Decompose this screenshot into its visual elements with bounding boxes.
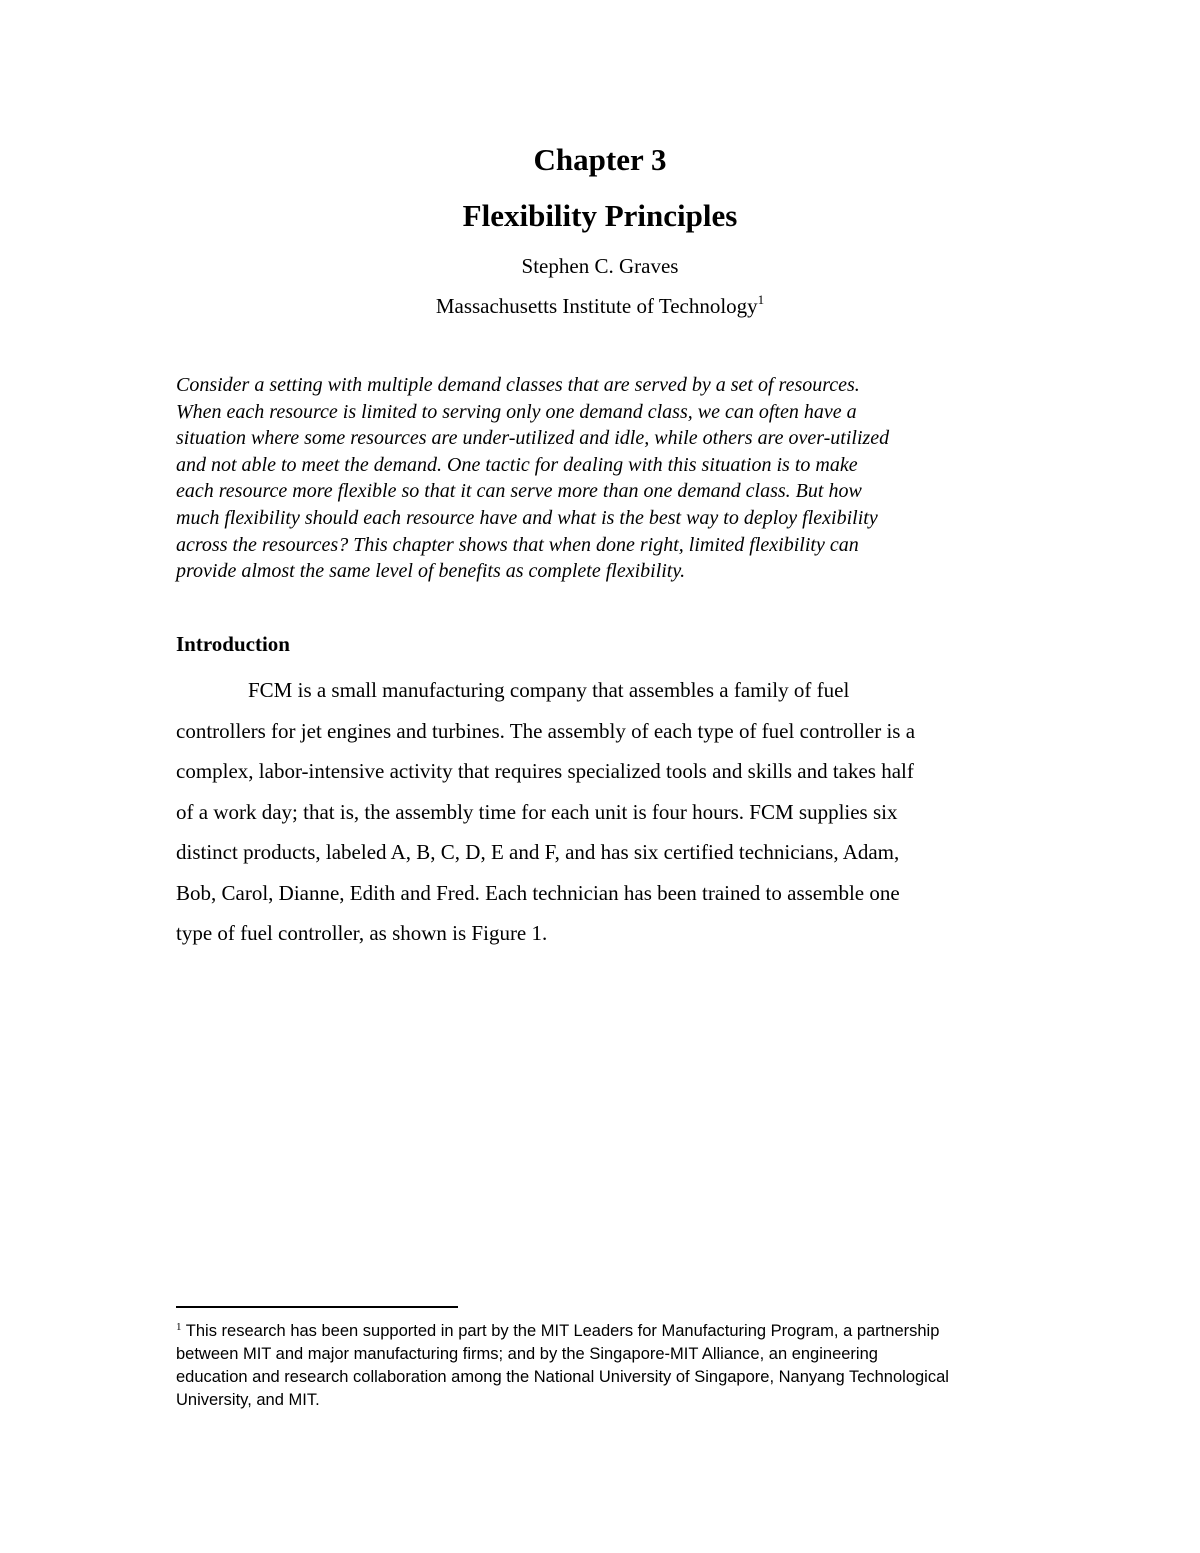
footnote-line: between MIT and major manufacturing firms; and by the Singapore-MIT Alliance, an engineering: [176, 1345, 878, 1363]
abstract-line: provide almost the same level of benefits as complete flexibility.: [176, 560, 686, 583]
author-name: Stephen C. Graves: [521, 254, 679, 278]
chapter-title: Flexibility Principles: [462, 198, 738, 233]
footnote: [176, 1320, 1056, 1412]
paragraph-line: type of fuel controller, as shown is Figure 1.: [176, 921, 548, 945]
chapter-abstract: [176, 372, 1036, 585]
footnote-line: University, and MIT.: [176, 1391, 320, 1409]
paragraph-line: distinct products, labeled A, B, C, D, E and F, and has six certified technicians, Adam,: [176, 840, 900, 864]
abstract-line: and not able to meet the demand. One tactic for dealing with this situation is to make: [176, 453, 858, 476]
author-affiliation: [0, 292, 1200, 320]
footnote-separator: [176, 1306, 458, 1308]
abstract-line: When each resource is limited to serving only one demand class, we can often have a: [176, 400, 857, 423]
abstract-line: across the resources? This chapter shows that when done right, limited flexibility can: [176, 533, 859, 556]
abstract-line: much flexibility should each resource have and what is the best way to deploy flexibility: [176, 506, 878, 529]
paragraph-line: of a work day; that is, the assembly time for each unit is four hours. FCM supplies six: [176, 799, 898, 824]
footnote-reference-mark: 1: [757, 292, 765, 307]
footnote-mark: 1: [176, 1321, 182, 1333]
affiliation-text: Massachusetts Institute of Technology: [435, 294, 758, 318]
introduction-paragraph: [176, 670, 1036, 954]
paragraph-line: FCM is a small manufacturing company that assembles a family of fuel: [248, 678, 850, 702]
footnote-text: This research has been supported in part by the MIT Leaders for Manufacturing Program, a partnership: [181, 1322, 940, 1340]
abstract-line: Consider a setting with multiple demand classes that are served by a set of resources.: [176, 374, 860, 396]
chapter-label: Chapter 3: [533, 142, 667, 177]
abstract-line: each resource more flexible so that it can serve more than one demand class. But how: [176, 480, 862, 503]
paragraph-line: complex, labor-intensive activity that requires specialized tools and skills and takes half: [176, 759, 914, 783]
footnote-line: education and research collaboration among the National University of Singapore, Nanyang Technological: [176, 1368, 949, 1386]
footnote-line: [176, 1320, 1056, 1343]
abstract-line: situation where some resources are under-utilized and idle, while others are over-utilized: [176, 427, 890, 450]
section-heading-introduction: Introduction: [176, 632, 290, 656]
paragraph-line: Bob, Carol, Dianne, Edith and Fred. Each technician has been trained to assemble one: [176, 880, 900, 905]
paragraph-line: controllers for jet engines and turbines. The assembly of each type of fuel controller is a: [176, 718, 916, 743]
